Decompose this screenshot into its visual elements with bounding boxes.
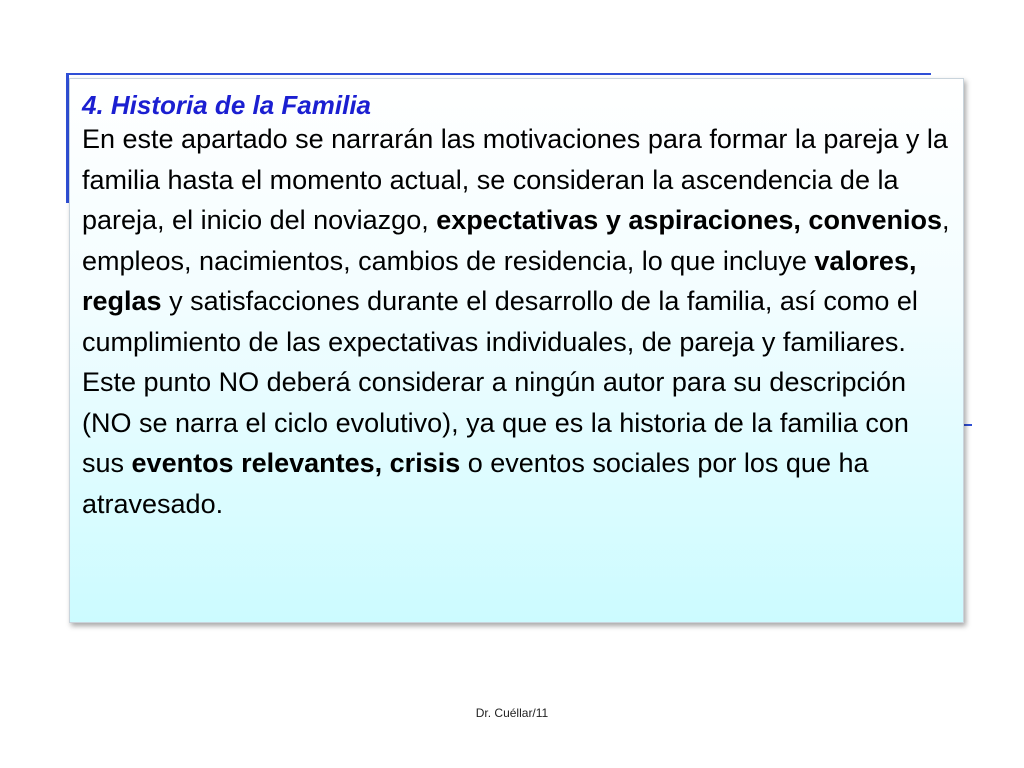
paragraph-2-bold-a: eventos relevantes, crisis <box>131 448 461 478</box>
paragraph-1-bold-b: valores, reglas <box>82 245 917 316</box>
section-heading: 4. Historia de la Familia <box>82 90 371 120</box>
paragraph-1-text-a: En este apartado se narrarán las motivaciones para formar la pareja y la familia hasta el momento actual, se consideran la ascendencia de la pareja, el inicio del noviazgo, <box>82 124 948 235</box>
paragraph-1-bold-a: expectativas y aspiraciones, convenios <box>436 205 942 235</box>
content-text-box <box>69 78 964 623</box>
decorative-top-rule <box>67 73 931 75</box>
paragraph-2-text-b: o eventos sociales por los que ha atravesado. <box>82 448 869 519</box>
paragraph-1-text-b: , empleos, nacimientos, cambios de residencia, lo que incluye <box>82 205 950 276</box>
slide-footer: Dr. Cuéllar/11 <box>475 706 549 720</box>
paragraph-motivations <box>82 119 953 362</box>
paragraph-1-text-c: y satisfacciones durante el desarrollo de la familia, así como el cumplimiento de las expectativas individuales, de pareja y familiares. <box>82 286 918 357</box>
paragraph-instructions <box>82 362 953 524</box>
paragraph-2-text-a: Este punto NO deberá considerar a ningún autor para su descripción (NO se narra el ciclo evolutivo), ya que es la historia de la familia con sus <box>82 367 909 478</box>
